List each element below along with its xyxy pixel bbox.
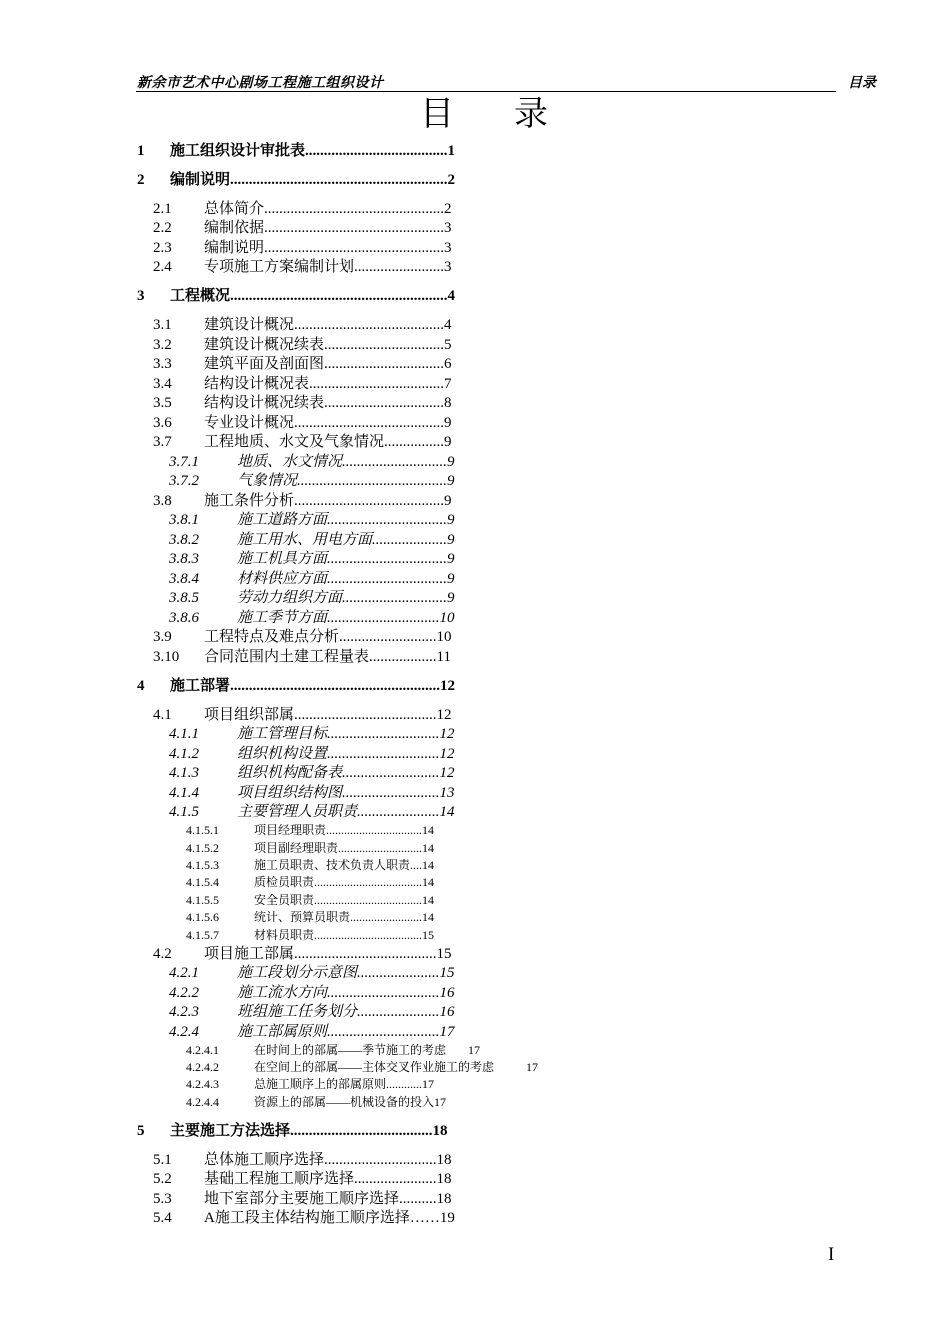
toc-entry-text (237, 513, 455, 528)
toc-entry-page: 13 (439, 785, 455, 801)
toc-entry-page: 9 (447, 473, 455, 489)
toc-entry-leader: ...................... (357, 965, 440, 981)
toc-entry-text (254, 842, 434, 854)
toc-entry-page: 12 (439, 765, 455, 781)
toc-entry-leader: .............................. (327, 726, 440, 742)
toc-entry-number: 3.7.2 (169, 473, 199, 489)
toc-entry-leader: ................................................ (264, 220, 445, 236)
toc-entry-page: 3 (444, 259, 452, 275)
toc-entry-page: 16 (439, 985, 455, 1001)
toc-entry-title: 合同范围内土建工程量表 (204, 649, 370, 665)
toc-entry-number: 3.4 (153, 376, 172, 392)
toc-entry-number: 3.8.5 (169, 590, 199, 606)
toc-entry-text (237, 727, 455, 742)
toc-entry-title: 施工组织设计审批表 (170, 143, 306, 159)
toc-entry-leader: .............................. (324, 1152, 437, 1168)
toc-entry-text (204, 396, 452, 411)
toc-entry-leader: ........................................ (294, 317, 445, 333)
toc-entry-leader: ........................................ (294, 415, 445, 431)
toc-entry-page: 14 (422, 875, 435, 889)
toc-entry-text (204, 202, 452, 217)
toc-entry-text (237, 747, 455, 762)
toc-entry-text (237, 805, 455, 820)
toc-entry-title: 建筑设计概况续表 (204, 337, 325, 353)
toc-entry-title: 项目组织结构图 (237, 785, 343, 801)
toc-entry-page: 12 (436, 707, 452, 723)
toc-entry-leader: ................................ (324, 395, 445, 411)
toc-entry-page: 4 (447, 288, 456, 304)
toc-entry-text (237, 455, 455, 470)
toc-entry-number: 5.1 (153, 1152, 172, 1168)
toc-entry-text (204, 221, 452, 236)
toc-entry-page: 17 (434, 1095, 447, 1109)
toc-entry-number: 4.1.5.6 (186, 910, 219, 924)
toc-entry-number: 4 (137, 678, 145, 694)
toc-entry-leader: .................................... (314, 928, 423, 942)
toc-entry-number: 4.1.4 (169, 785, 199, 801)
toc-entry-page: 3 (444, 220, 452, 236)
toc-entry-number: 3.3 (153, 356, 172, 372)
toc-entry-page: 2 (447, 172, 456, 188)
toc-entry-leader: .......... (399, 1191, 437, 1207)
toc-entry-number: 5 (137, 1123, 145, 1139)
toc-entry-number: 3.1 (153, 317, 172, 333)
toc-entry-text (170, 289, 455, 304)
toc-entry-number: 2.2 (153, 220, 172, 236)
toc-entry-leader: ...................................... (294, 946, 437, 962)
toc-entry-number: 3.8 (153, 493, 172, 509)
toc-entry-text (204, 1211, 455, 1226)
toc-entry-page: 14 (422, 841, 435, 855)
toc-entry-text (254, 929, 434, 941)
toc-entry-number: 4.2.4.3 (186, 1077, 219, 1091)
toc-entry-leader: ........................ (354, 259, 445, 275)
toc-entry-leader: .............................. (327, 610, 440, 626)
toc-entry-page: 18 (432, 1123, 448, 1139)
toc-entry-leader: ............................ (338, 841, 423, 855)
toc-entry-number: 3.9 (153, 629, 172, 645)
toc-entry-page: 9 (447, 454, 455, 470)
toc-entry-page: 2 (444, 201, 452, 217)
toc-entry-text (204, 357, 452, 372)
toc-entry-number: 4.2.4.1 (186, 1043, 219, 1057)
toc-entry-leader: ........................................................ (230, 678, 441, 694)
toc-entry-text (170, 679, 455, 694)
toc-entry-page: 15 (439, 965, 455, 981)
toc-entry-text (237, 966, 455, 981)
toc-entry-text (204, 947, 452, 962)
toc-entry-title: 材料员职责 (254, 928, 315, 942)
toc-entry-title: 主要施工方法选择 (170, 1123, 291, 1139)
toc-entry-leader: ............................ (342, 454, 448, 470)
toc-entry-leader: ................................ (327, 551, 448, 567)
toc-entry-number: 3.7 (153, 434, 172, 450)
toc-entry-text (204, 318, 452, 333)
toc-entry-text (254, 1061, 538, 1073)
toc-entry-title: 编制说明 (204, 240, 265, 256)
toc-entry-number: 5.3 (153, 1191, 172, 1207)
toc-entry-page: 17 (439, 1024, 455, 1040)
toc-entry-title: 项目经理职责 (254, 823, 327, 837)
toc-entry-number: 4.2.3 (169, 1004, 199, 1020)
toc-entry-text (204, 377, 452, 392)
toc-entry-page: 14 (422, 910, 435, 924)
toc-entry-text (204, 260, 452, 275)
toc-entry-title: 气象情况 (237, 473, 298, 489)
toc-entry-title: 施工流水方向 (237, 985, 328, 1001)
toc-entry-title: 材料供应方面 (237, 571, 328, 587)
toc-entry-title: 施工部属原则 (237, 1024, 328, 1040)
toc-entry-title: 总体施工顺序选择 (204, 1152, 325, 1168)
toc-entry-number: 3.7.1 (169, 454, 199, 470)
toc-entry-title: 编制说明 (170, 172, 231, 188)
toc-entry-text (170, 144, 455, 159)
toc-entry-leader: .................................... (314, 893, 423, 907)
toc-entry-title: 主要管理人员职责 (237, 804, 358, 820)
toc-entry-title: 结构设计概况续表 (204, 395, 325, 411)
toc-entry-leader: ...................................... (294, 707, 437, 723)
toc-entry-title: 班组施工任务划分 (237, 1004, 358, 1020)
toc-entry-text (254, 824, 434, 836)
toc-entry-text (204, 494, 452, 509)
toc-entry-leader: .............................. (327, 1024, 440, 1040)
toc-entry-number: 4.1.5 (169, 804, 199, 820)
toc-entry-title: 在时间上的部属——季节施工的考虑 (254, 1043, 447, 1057)
toc-entry-page: 8 (444, 395, 452, 411)
toc-entry-text (204, 435, 452, 450)
toc-entry-leader: ........................................ (294, 493, 445, 509)
toc-entry-number: 3.8.4 (169, 571, 199, 587)
toc-entry-page: 17 (422, 1077, 435, 1091)
toc-entry-text (237, 552, 455, 567)
toc-entry-text (237, 611, 455, 626)
toc-entry-text (170, 173, 455, 188)
toc-entry-leader: .............................. (327, 746, 440, 762)
toc-entry-title: 在空间上的部属——主体交叉作业施工的考虑 (254, 1060, 495, 1074)
toc-entry-number: 3.8.6 (169, 610, 199, 626)
toc-entry-leader: ...................................... (305, 143, 448, 159)
toc-entry-leader: .................................... (309, 376, 445, 392)
toc-entry-text (254, 911, 434, 923)
toc-entry-page: 16 (439, 1004, 455, 1020)
toc-entry-number: 3.8.1 (169, 512, 199, 528)
toc-entry-text (237, 766, 455, 781)
toc-entry-text (237, 1025, 455, 1040)
toc-entry-page: 11 (436, 649, 451, 665)
toc-entry-title: 地质、水文情况 (237, 454, 343, 470)
toc-entry-number: 4.1.1 (169, 726, 199, 742)
document-title: 新余市艺术中心剧场工程施工组织设计 (137, 76, 384, 91)
toc-entry-title: 质检员职责 (254, 875, 315, 889)
toc-entry-page: 10 (439, 610, 455, 626)
toc-entry-title: 专业设计概况 (204, 415, 295, 431)
toc-entry-number: 4.1.5.4 (186, 875, 219, 889)
toc-entry-text (254, 876, 434, 888)
toc-entry-number: 3.8.2 (169, 532, 199, 548)
toc-entry-text (204, 650, 451, 665)
toc-entry-title: 工程特点及难点分析 (204, 629, 340, 645)
toc-entry-leader: .................................... (314, 875, 423, 889)
toc-entry-page: 12 (439, 726, 455, 742)
toc-entry-page: 14 (422, 893, 435, 907)
toc-entry-text (204, 708, 452, 723)
toc-entry-page: 3 (444, 240, 452, 256)
toc-entry-title: 建筑设计概况 (204, 317, 295, 333)
toc-entry-text (204, 630, 452, 645)
toc-entry-text (237, 474, 455, 489)
toc-entry-number: 4.1.3 (169, 765, 199, 781)
toc-entry-title: 统计、预算员职责 (254, 910, 351, 924)
toc-entry-text (237, 572, 455, 587)
toc-entry-text (237, 786, 455, 801)
toc-entry-leader: .......................... (342, 765, 440, 781)
toc-entry-title: 组织机构设置 (237, 746, 328, 762)
toc-entry-number: 2.1 (153, 201, 172, 217)
toc-entry-title: 项目施工部属 (204, 946, 295, 962)
toc-entry-leader: ................................ (327, 571, 448, 587)
toc-entry-number: 4.2.4 (169, 1024, 199, 1040)
toc-entry-number: 4.1.5.5 (186, 893, 219, 907)
toc-entry-number: 4.1.5.2 (186, 841, 219, 855)
toc-entry-number: 3.6 (153, 415, 172, 431)
toc-entry-page: 9 (447, 512, 455, 528)
toc-entry-number: 2 (137, 172, 145, 188)
section-label: 目录 (848, 76, 876, 91)
toc-entry-title: 施工道路方面 (237, 512, 328, 528)
toc-entry-text (254, 1044, 480, 1056)
toc-entry-title: 施工管理目标 (237, 726, 328, 742)
toc-entry-number: 4.1.5.3 (186, 858, 219, 872)
toc-entry-page: 9 (447, 571, 455, 587)
toc-entry-title: 总体简介 (204, 201, 265, 217)
toc-entry-title: 项目副经理职责 (254, 841, 339, 855)
toc-entry-leader: .......................... (342, 785, 440, 801)
toc-entry-leader: .......................... (339, 629, 437, 645)
toc-entry-page: 6 (444, 356, 452, 372)
toc-entry-text (237, 591, 455, 606)
toc-entry-leader: .................... (372, 532, 448, 548)
toc-entry-leader: ................ (384, 434, 445, 450)
page-number: I (828, 1244, 835, 1265)
toc-entry-text (237, 986, 455, 1001)
toc-entry-page: 18 (436, 1191, 452, 1207)
toc-entry-page: 9 (447, 551, 455, 567)
toc-entry-page: 9 (444, 415, 452, 431)
toc-entry-page: 14 (422, 858, 435, 872)
toc-entry-text (204, 1153, 452, 1168)
toc-entry-number: 4.2 (153, 946, 172, 962)
toc-entry-leader: ................................................ (264, 201, 445, 217)
toc-entry-leader: .................. (369, 649, 437, 665)
toc-entry-title: 施工部署 (170, 678, 231, 694)
toc-entry-page: 17 (468, 1043, 481, 1057)
toc-entry-leader: .... (410, 858, 423, 872)
toc-entry-page: 17 (526, 1060, 539, 1074)
toc-entry-title: 总施工顺序上的部属原则 (254, 1077, 387, 1091)
toc-entry-number: 2.4 (153, 259, 172, 275)
toc-entry-title: 建筑平面及剖面图 (204, 356, 325, 372)
toc-entry-number: 3.10 (153, 649, 180, 665)
toc-entry-number: 5.4 (153, 1210, 172, 1226)
toc-heading: 目录 (420, 94, 608, 134)
toc-entry-number: 4.2.4.2 (186, 1060, 219, 1074)
toc-entry-page: 15 (422, 928, 435, 942)
toc-entry-title: 施工条件分析 (204, 493, 295, 509)
toc-entry-page: 12 (439, 746, 455, 762)
toc-entry-title: 施工段划分示意图 (237, 965, 358, 981)
toc-entry-text (204, 416, 452, 431)
toc-entry-number: 3 (137, 288, 145, 304)
toc-entry-title: 基础工程施工顺序选择 (204, 1171, 355, 1187)
toc-entry-text (204, 241, 452, 256)
toc-entry-leader: ...................... (354, 1171, 437, 1187)
toc-entry-number: 3.5 (153, 395, 172, 411)
toc-entry-number: 4.1 (153, 707, 172, 723)
toc-entry-number: 4.1.2 (169, 746, 199, 762)
toc-entry-number: 1 (137, 143, 145, 159)
toc-entry-title: 安全员职责 (254, 893, 315, 907)
toc-entry-page: 14 (422, 823, 435, 837)
toc-entry-leader: .............................. (327, 985, 440, 1001)
toc-entry-title: 组织机构配备表 (237, 765, 343, 781)
toc-entry-number: 4.2.4.4 (186, 1095, 219, 1109)
toc-entry-title: 编制依据 (204, 220, 265, 236)
toc-entry-text (254, 859, 434, 871)
toc-entry-title: 结构设计概况表 (204, 376, 310, 392)
toc-entry-title: A施工段主体结构施工顺序选择 (204, 1210, 410, 1226)
toc-entry-page: 9 (444, 434, 452, 450)
toc-entry-page: 14 (439, 804, 455, 820)
toc-entry-leader: .......................................................... (230, 288, 448, 304)
toc-entry-page: 5 (444, 337, 452, 353)
toc-entry-title: 施工季节方面 (237, 610, 328, 626)
toc-entry-leader: ............ (386, 1077, 423, 1091)
toc-entry-title: 资源上的部属——机械设备的投入 (254, 1095, 435, 1109)
toc-entry-leader: …… (409, 1210, 440, 1226)
toc-entry-page: 15 (436, 946, 452, 962)
toc-entry-leader: ................................ (327, 512, 448, 528)
toc-entry-page: 18 (436, 1152, 452, 1168)
toc-entry-leader: ...................... (357, 1004, 440, 1020)
toc-entry-leader: ................................ (324, 356, 445, 372)
toc-entry-page: 12 (440, 678, 456, 694)
toc-entry-leader: ...................................... (290, 1123, 433, 1139)
toc-entry-number: 4.2.1 (169, 965, 199, 981)
toc-entry-number: 4.2.2 (169, 985, 199, 1001)
toc-entry-title: 施工用水、用电方面 (237, 532, 373, 548)
toc-entry-number: 4.1.5.7 (186, 928, 219, 942)
toc-entry-title: 施工机具方面 (237, 551, 328, 567)
toc-entry-page: 19 (439, 1210, 455, 1226)
toc-entry-title: 项目组织部属 (204, 707, 295, 723)
toc-entry-text (237, 1005, 455, 1020)
toc-entry-text (204, 1172, 452, 1187)
toc-entry-leader: ........................ (350, 910, 423, 924)
toc-entry-page: 1 (447, 143, 456, 159)
toc-entry-title: 地下室部分主要施工顺序选择 (204, 1191, 400, 1207)
toc-entry-text (170, 1124, 448, 1139)
toc-entry-page: 18 (436, 1171, 452, 1187)
toc-entry-page: 9 (447, 532, 455, 548)
toc-entry-number: 4.1.5.1 (186, 823, 219, 837)
toc-entry-leader: ................................ (324, 337, 445, 353)
toc-entry-text (204, 338, 452, 353)
toc-entry-number: 3.8.3 (169, 551, 199, 567)
toc-entry-title: 专项施工方案编制计划 (204, 259, 355, 275)
toc-entry-title: 工程地质、水文及气象情况 (204, 434, 385, 450)
toc-entry-page: 7 (444, 376, 452, 392)
toc-entry-text (204, 1192, 452, 1207)
toc-entry-leader: ................................ (326, 823, 423, 837)
toc-entry-leader: ................................................ (264, 240, 445, 256)
toc-entry-number: 2.3 (153, 240, 172, 256)
toc-entry-text (254, 894, 434, 906)
toc-entry-number: 5.2 (153, 1171, 172, 1187)
toc-entry-leader: ............................ (342, 590, 448, 606)
toc-entry-page: 9 (447, 590, 455, 606)
toc-entry-title: 工程概况 (170, 288, 231, 304)
toc-entry-page: 9 (444, 493, 452, 509)
toc-entry-text (237, 533, 455, 548)
toc-entry-page: 4 (444, 317, 452, 333)
toc-entry-leader: .......................................................... (230, 172, 448, 188)
toc-entry-number: 3.2 (153, 337, 172, 353)
toc-entry-text (254, 1096, 446, 1108)
toc-entry-leader: ........................................ (297, 473, 448, 489)
toc-entry-page: 10 (436, 629, 452, 645)
toc-entry-leader: ...................... (357, 804, 440, 820)
toc-entry-title: 施工员职责、技术负责人职责 (254, 858, 411, 872)
toc-entry-text (254, 1078, 434, 1090)
toc-entry-title: 劳动力组织方面 (237, 590, 343, 606)
